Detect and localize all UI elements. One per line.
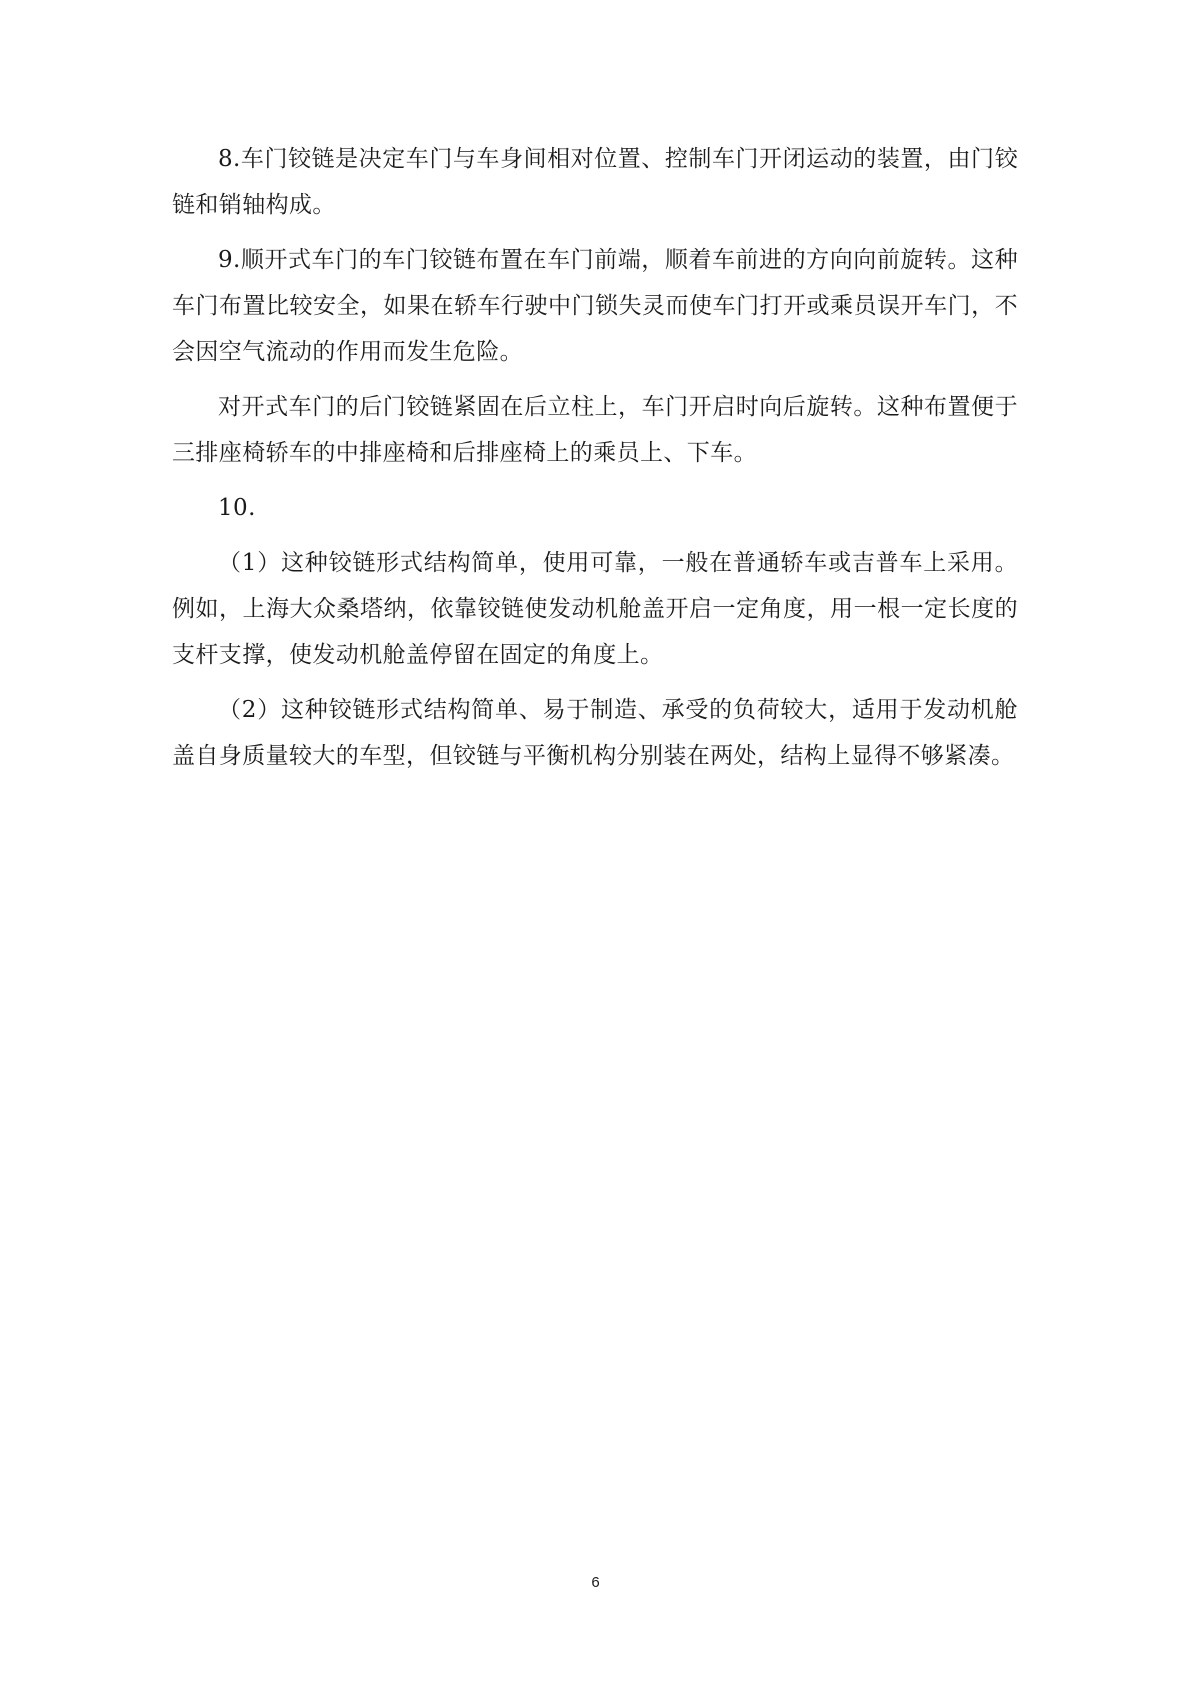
paragraph-item-10-1: （1）这种铰链形式结构简单，使用可靠，一般在普通轿车或吉普车上采用。例如，上海大众桑塔纳，依靠铰链使发动机舱盖开启一定角度，用一根一定长度的支杆支撑，使发动机舱盖停留在固定的角度上。 — [172, 550, 1018, 668]
paragraph-item-8: 8.车门铰链是决定车门与车身间相对位置、控制车门开闭运动的装置，由门铰链和销轴构成。 — [172, 146, 1018, 218]
paragraph-item-10-2: （2）这种铰链形式结构简单、易于制造、承受的负荷较大，适用于发动机舱盖自身质量较大的车型，但铰链与平衡机构分别装在两处，结构上显得不够紧凑。 — [172, 697, 1018, 769]
body-text — [172, 136, 1018, 788]
paragraph-item-10-heading: 10. — [218, 495, 256, 521]
page-number: 6 — [591, 1574, 600, 1591]
paragraph-item-9-continued: 对开式车门的后门铰链紧固在后立柱上，车门开启时向后旋转。这种布置便于三排座椅轿车的中排座椅和后排座椅上的乘员上、下车。 — [172, 394, 1018, 466]
paragraph-item-9: 9.顺开式车门的车门铰链布置在车门前端，顺着车前进的方向向前旋转。这种车门布置比较安全，如果在轿车行驶中门锁失灵而使车门打开或乘员误开车门，不会因空气流动的作用而发生危险。 — [172, 247, 1018, 365]
